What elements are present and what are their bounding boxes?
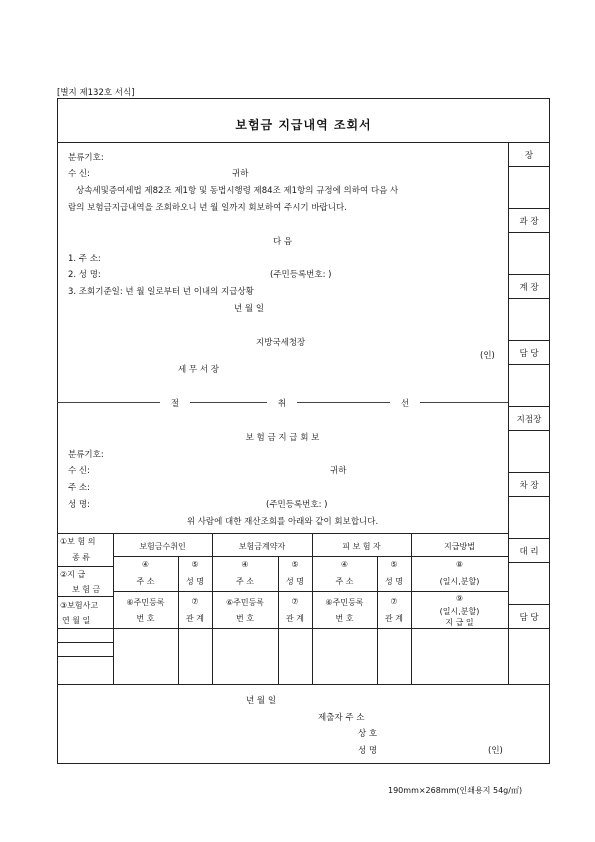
approval-label: 담 당 [519, 349, 539, 359]
header-payment-method: 지급방법 [444, 542, 475, 551]
cell-relation: 관 계 [286, 614, 304, 623]
cell-id-number: ⑥주민등록 [225, 598, 265, 607]
item-id-number: (주민등록번호: ) [270, 270, 332, 280]
cell-name-no: ⑤ [291, 560, 299, 569]
item-query-date: 3. 조회기준일: 년 월 일로부터 년 이내의 지급상황 [68, 287, 254, 297]
cell-address: 주 소 [335, 577, 354, 586]
cut-line-text: 취 [267, 397, 297, 409]
item-address: 1. 주 소: [68, 254, 101, 264]
approval-divider [508, 364, 550, 365]
label-insurance-type: ①보 험 의 [60, 537, 96, 546]
table-col [312, 533, 313, 684]
approval-label: 대 리 [519, 547, 539, 557]
reply-recipient-label: 수 신: [68, 466, 90, 476]
request-seal: (인) [480, 351, 495, 361]
approval-divider [508, 430, 550, 431]
form-number-label: [별지 제132호 서식] [57, 88, 135, 98]
reply-address: 주 소: [68, 483, 90, 493]
approval-divider [508, 496, 550, 497]
request-body-line: 상속세및증여세법 제82조 제1항 및 동법시행령 제84조 제1항의 규정에 의하여 다음 사 [76, 186, 399, 196]
next-heading: 다 음 [272, 237, 293, 247]
table-bottom [57, 684, 550, 685]
approval-label: 차 장 [519, 481, 539, 491]
cell-id-number: 번 호 [335, 614, 354, 623]
cut-line-text: 절 [160, 397, 190, 409]
request-body-line: 람의 보험금지급내역을 조회하오니 년 월 일까지 회보하여 주시기 바랍니다. [68, 203, 347, 213]
table-col [212, 533, 213, 684]
label-accident-date: ③보험사고 [60, 601, 99, 610]
approval-divider [508, 562, 550, 563]
approval-divider [508, 628, 550, 629]
approval-divider [508, 472, 550, 473]
approval-divider [508, 406, 550, 407]
cell-payday-method: (일시,분할) [439, 607, 480, 616]
approval-divider [508, 274, 550, 275]
cell-name: 성 명 [286, 577, 304, 586]
approval-divider [508, 538, 550, 539]
approval-label: 지점장 [516, 415, 542, 425]
approval-divider [508, 298, 550, 299]
request-class-number: 분류기호: [68, 153, 104, 163]
cell-address-no: ④ [340, 560, 349, 569]
cell-payday: 지 급 일 [445, 618, 474, 627]
reply-recipient-suffix: 귀하 [330, 466, 347, 476]
cell-relation-no: ⑦ [390, 597, 398, 606]
approval-divider [508, 232, 550, 233]
cell-name: 성 명 [385, 577, 403, 586]
reply-statement: 위 사람에 대한 재산조회를 아래와 같이 회보합니다. [186, 517, 379, 527]
approval-label: 담 당 [519, 613, 539, 623]
cell-address-no: ④ [241, 560, 249, 569]
footer-name: 성 명 [358, 746, 378, 756]
footer-seal: (인) [488, 746, 503, 756]
cell-address: 주 소 [136, 577, 155, 586]
cell-name-no: ⑤ [390, 560, 398, 569]
cell-name-no: ⑤ [191, 560, 199, 569]
reply-heading: 보 험 금 지 급 회 보 [245, 433, 320, 443]
header-contractor: 보험금계약자 [238, 542, 286, 551]
approval-divider [508, 166, 550, 167]
cell-method: (일시,분할) [439, 577, 480, 586]
regional-office: 지방국세청장 [256, 338, 306, 348]
table-line [57, 656, 113, 657]
footer-company: 상 호 [358, 729, 378, 739]
approval-divider [508, 604, 550, 605]
table-col [113, 533, 114, 684]
cell-relation-no: ⑦ [191, 597, 199, 606]
footer-submitter-address: 제출자 주 소 [318, 713, 365, 723]
tax-office-director: 세 무 서 장 [178, 365, 219, 375]
cut-line-text: 선 [390, 397, 420, 409]
approval-label: 과 장 [519, 217, 539, 227]
table-line [113, 591, 508, 592]
item-name: 2. 성 명: [68, 270, 101, 280]
table-line [57, 642, 113, 643]
cell-id-number: ⑥주민등록 [126, 598, 165, 607]
approval-divider [508, 208, 550, 209]
paper-spec: 190mm×268mm(인쇄용지 54g/㎡) [388, 786, 523, 795]
request-recipient-suffix: 귀하 [232, 169, 249, 179]
label-insurance-type: 종 류 [72, 553, 90, 562]
form-title: 보험금 지급내역 조회서 [235, 118, 372, 132]
label-accident-date: 연 월 일 [62, 616, 91, 625]
cell-method-no: ⑧ [455, 560, 464, 569]
cell-relation: 관 계 [385, 614, 403, 623]
cell-relation-no: ⑦ [291, 597, 299, 606]
table-line [57, 628, 508, 629]
cell-id-number: 번 호 [136, 614, 155, 623]
cell-address: 주 소 [236, 577, 254, 586]
label-paid-amount: 보 험 금 [72, 585, 101, 594]
approval-label: 계 장 [519, 283, 539, 293]
request-date: 년 월 일 [234, 304, 265, 314]
table-line [57, 596, 113, 597]
table-line [57, 566, 113, 567]
cell-id-number: 번 호 [236, 614, 254, 623]
approval-divider [508, 340, 550, 341]
title-divider [57, 142, 550, 143]
cell-address-no: ④ [141, 560, 150, 569]
cell-id-number: ⑥주민등록 [325, 598, 364, 607]
reply-name: 성 명: [68, 500, 90, 510]
approval-label: 장 [524, 151, 534, 161]
header-beneficiary: 보험금수취인 [139, 542, 186, 551]
table-top [57, 533, 508, 534]
cell-payday-no: ⑨ [455, 594, 464, 603]
footer-date: 년 월 일 [246, 696, 277, 706]
reply-class-number: 분류기호: [68, 450, 104, 460]
label-paid-amount: ②지 급 [60, 570, 86, 579]
request-recipient-label: 수 신: [68, 169, 90, 179]
cell-relation: 관 계 [186, 614, 204, 623]
table-line [113, 556, 508, 557]
header-insured: 피 보 험 자 [342, 542, 381, 551]
reply-id-number: (주민등록번호: ) [266, 500, 328, 510]
cell-name: 성 명 [186, 577, 204, 586]
